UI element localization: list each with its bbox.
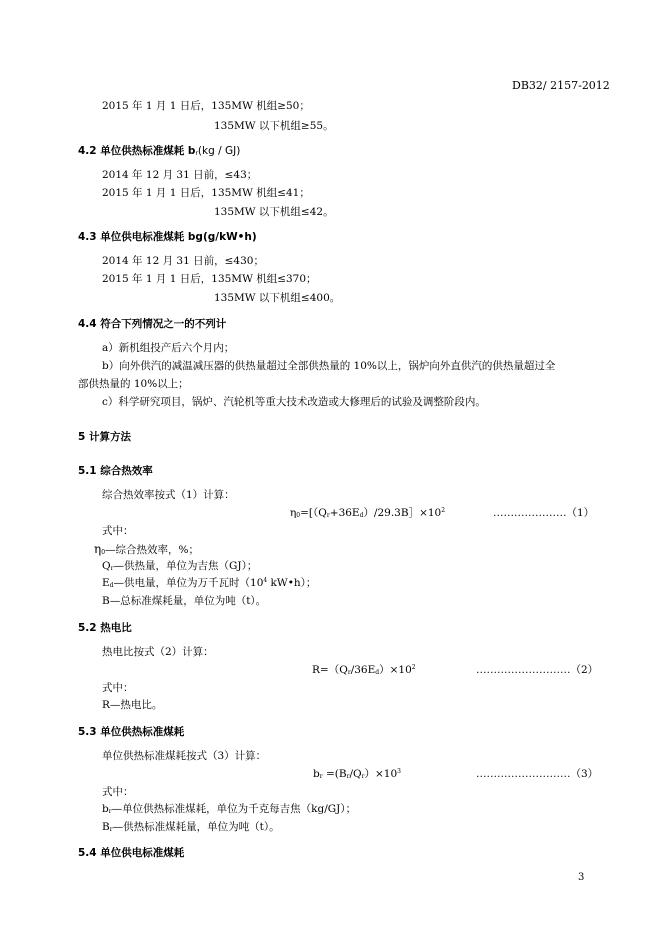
list-item-b-continued: 部供热量的 10%以上； xyxy=(78,378,189,390)
formula-3: $b_r =(B_r/Q_r)\times 10^3$ xyxy=(313,768,401,780)
chapter-heading-5: 5 计算方法 xyxy=(78,431,131,443)
list-item-c: c）科学研究项目，锅炉、汽轮机等重大技术改造或大修理后的试验及调整阶段内。 xyxy=(102,396,486,408)
requirement-line: 2015 年 1 月 1 日后，135MW 机组≤41； xyxy=(102,187,310,199)
requirement-line: 2015 年 1 月 1 日后，135MW 机组≤370； xyxy=(102,273,317,285)
requirement-line: 2014 年 12 月 31 日前，≤430； xyxy=(102,255,264,267)
section-heading-4-4: 4.4 符合下列情况之一的不列计 xyxy=(78,318,227,330)
section-heading-4-3: 4.3 单位供电标准煤耗 bg(g/kW•h) xyxy=(78,231,257,243)
list-item-a: a）新机组投产后六个月内； xyxy=(102,342,235,354)
formula-intro: 单位供热标准煤耗按式（3）计算： xyxy=(102,750,267,762)
section-heading-5-1: 5.1 综合热效率 xyxy=(78,465,153,477)
formula-1: $\eta_0=[(Q_r+36E_d)/29.3B]\times 10^2$ xyxy=(290,507,446,519)
formula-intro: 综合热效率按式（1）计算： xyxy=(102,489,235,501)
section-heading-5-4: 5.4 单位供电标准煤耗 xyxy=(78,847,185,859)
definition-line: $Q_r—$供热量，单位为吉焦（GJ）； xyxy=(102,560,258,572)
section-heading-5-2: 5.2 热电比 xyxy=(78,622,132,634)
requirement-line: 2014 年 12 月 31 日前，≤43； xyxy=(102,169,258,181)
definition-line: $b_r—$单位供热标准煤耗，单位为千克每吉焦（kg/GJ）； xyxy=(102,803,357,815)
definition-line: $E_d—$供电量，单位为万千瓦时（$10^4$ kW•h）； xyxy=(102,577,317,589)
requirement-line: 135MW 以下机组≤400。 xyxy=(214,292,341,304)
where-label: 式中： xyxy=(102,525,134,537)
requirement-line: 135MW 以下机组≤42。 xyxy=(214,206,334,218)
doc-id: DB32/ 2157-2012 xyxy=(512,79,610,92)
requirement-line: 2015 年 1 月 1 日后，135MW 机组≥50； xyxy=(102,100,310,112)
formula-intro: 热电比按式（2）计算： xyxy=(102,646,214,658)
definition-line: $B_r—$供热标准煤耗量，单位为吨（t）。 xyxy=(102,821,280,833)
where-label: 式中： xyxy=(102,786,134,798)
list-item-b: b）向外供汽的减温减压器的供热量超过全部供热量的 10%以上，锅炉向外直供汽的供热量超过全 xyxy=(102,360,556,372)
formula-number-2: ………………………（2） xyxy=(476,664,599,676)
section-heading-4-2: 4.2 单位供热标准煤耗 $b_r(kg / GJ)$ xyxy=(78,145,241,157)
definition-line: $\eta_0—$综合热效率，%； xyxy=(94,542,200,556)
page-number: 3 xyxy=(578,872,585,883)
formula-2: $R=(Q_r/36E_d)\times 10^2$ xyxy=(312,664,416,676)
requirement-line: 135MW 以下机组≥55。 xyxy=(214,120,334,132)
formula-number-1: …………………（1） xyxy=(493,507,595,519)
where-label: 式中： xyxy=(102,682,134,694)
formula-number-3: ………………………（3） xyxy=(476,768,599,780)
definition-line: B—总标准煤耗量，单位为吨（t）。 xyxy=(102,595,267,607)
section-heading-5-3: 5.3 单位供热标准煤耗 xyxy=(78,726,185,738)
definition-line: R—热电比。 xyxy=(102,699,163,711)
